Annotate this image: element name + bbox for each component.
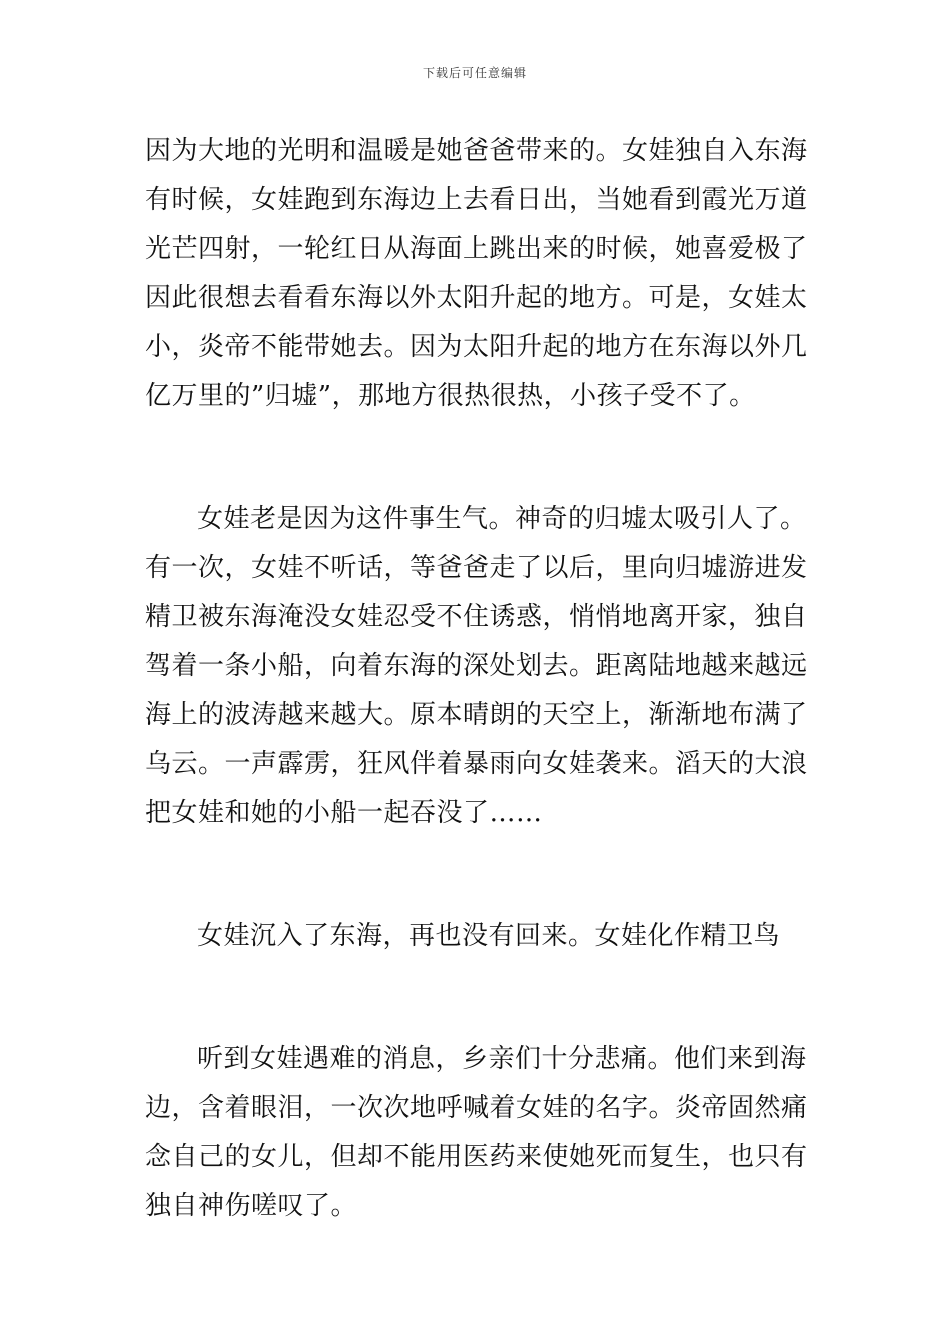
- text-line: 驾着一条小船，向着东海的深处划去。距离陆地越来越远: [145, 651, 808, 681]
- document-body: [145, 127, 810, 1231]
- text-line: 小，炎帝不能带她去。因为太阳升起的地方在东海以外几: [145, 332, 808, 362]
- text-line: 因此很想去看看东海以外太阳升起的地方。可是，女娃太: [145, 283, 808, 313]
- page-header: 下载后可任意编辑: [422, 66, 527, 80]
- text-line: 有一次，女娃不听话，等爸爸走了以后，里向归墟游进发: [145, 553, 808, 583]
- text-line: 光芒四射，一轮红日从海面上跳出来的时候，她喜爱极了: [145, 234, 808, 264]
- text-line: 女娃老是因为这件事生气。神奇的归墟太吸引人了。: [197, 504, 807, 534]
- text-line: 乌云。一声霹雳，狂风伴着暴雨向女娃袭来。滔天的大浪: [145, 749, 808, 779]
- paragraph-2: [145, 495, 810, 838]
- paragraph-spacer: [145, 961, 810, 1035]
- text-line: 边，含着眼泪，一次次地呼喊着女娃的名字。炎帝固然痛: [145, 1093, 808, 1123]
- paragraph-3: [145, 912, 810, 961]
- text-line: 女娃沉入了东海，再也没有回来。女娃化作精卫鸟: [197, 921, 781, 951]
- paragraph-spacer: [145, 838, 810, 912]
- text-line: 精卫被东海淹没女娃忍受不住诱惑，悄悄地离开家，独自: [145, 602, 808, 632]
- text-line: 亿万里的”归墟”，那地方很热很热，小孩子受不了。: [145, 381, 756, 411]
- text-line: 海上的波涛越来越大。原本晴朗的天空上，渐渐地布满了: [145, 700, 808, 730]
- paragraph-spacer: [145, 421, 810, 495]
- paragraph-1: [145, 127, 810, 421]
- text-line: 把女娃和她的小船一起吞没了……: [145, 798, 543, 828]
- text-line: 因为大地的光明和温暖是她爸爸带来的。女娃独自入东海: [145, 136, 808, 166]
- text-line: 听到女娃遇难的消息，乡亲们十分悲痛。他们来到海: [197, 1044, 807, 1074]
- text-line: 独自神伤嗟叹了。: [145, 1191, 358, 1221]
- text-line: 念自己的女儿，但却不能用医药来使她死而复生，也只有: [145, 1142, 808, 1172]
- text-line: 有时候，女娃跑到东海边上去看日出，当她看到霞光万道: [145, 185, 808, 215]
- paragraph-4: [145, 1035, 810, 1231]
